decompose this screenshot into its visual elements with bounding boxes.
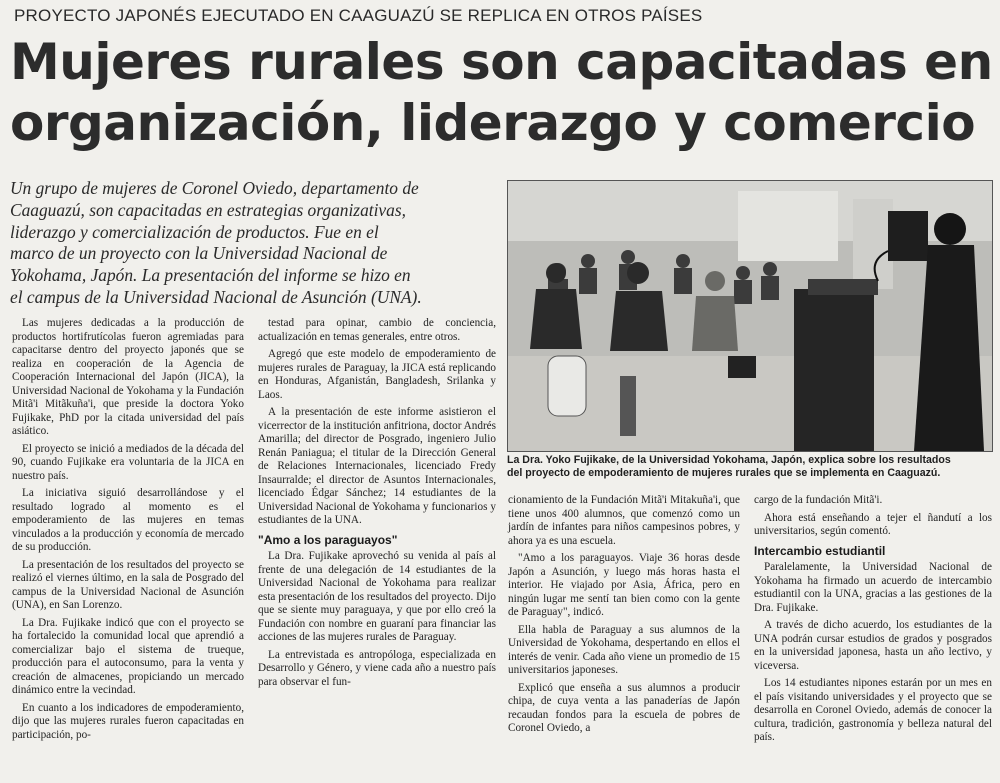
article-lede [10,178,500,309]
paragraph: El proyecto se inició a mediados de la década del 90, cuando Fujikake era voluntaria de la JICA en nuestro país. [12,442,244,482]
article-column-4 [754,494,992,749]
subheading-intercambio: Intercambio estudiantil [754,543,886,558]
paragraph: A la presentación de este informe asistieron el vicerrector de la institución anfitriona, doctor Andrés Amarilla; del director de Posgrado, ingeniero Julio Renán Paniagua; el titular de la Dirección General de Relaciones Internacionales, licenciado Fredy Insaurralde; el director de Asuntos Internacionales, licenciado Édgar Sánchez; 14 estudiantes de la Universidad Nacional de Yokohama y funcionarios y estudiantes de la UNA. [258,406,496,526]
paragraph: La Dra. Fujikake indicó que con el proyecto se ha fortalecido la comunidad local que aprendió a comercializar bajo el sistema de trueque, producción para el autoconsumo, para la venta y creación de almacenes, propiciando un mercado dinámico entre la vecindad. [12,616,244,696]
paragraph: La iniciativa siguió desarrollándose y el resultado logrado al momento es el empoderamiento de las mujeres en temas vinculados a la producción y economía de mercado de su producción. [12,487,244,553]
paragraph: testad para opinar, cambio de conciencia, actualización en temas generales, entre otros. [258,317,496,343]
article-column-3 [508,494,740,740]
headline-line-1: Mujeres rurales son capacitadas en [10,33,993,91]
paragraph: Explicó que enseña a sus alumnos a producir chipa, de cuya venta a las panaderías de Japón recaudan fondos para la escuela de pobres de Coronel Oviedo, a [508,681,740,734]
lede-line: marco de un proyecto con la Universidad Nacional de [10,243,388,264]
caption-line: La Dra. Yoko Fujikake, de la Universidad Yokohama, Japón, explica sobre los resultados [507,454,951,466]
paragraph: cargo de la fundación Mitã'i. [754,494,883,506]
lede-line: el campus de la Universidad Nacional de Asunción (UNA). [10,286,422,307]
photo-caption [507,454,991,480]
caption-line: del proyecto de empoderamiento de mujeres rurales que se implementa en Caaguazú. [507,467,941,479]
paragraph: A través de dicho acuerdo, los estudiantes de la UNA podrán cursar estudios de grados y posgrados en la universidad japonesa, hasta un año lectivo, y viceversa. [754,619,992,672]
lede-line: Caaguazú, son capacitadas en estrategias organizativas, [10,199,406,220]
paragraph: Ella habla de Paraguay a sus alumnos de la Universidad de Yokohama, despertando en ellos el interés de venir. Cada año viene un promedio de 15 universitarios japoneses. [508,623,740,676]
headline-line-2: organización, liderazgo y comercio [10,94,976,152]
paragraph: Agregó que este modelo de empoderamiento de mujeres rurales de Paraguay, la JICA está replicando en Honduras, Afganistán, Bangladesh, Srilanka y Laos. [258,348,496,401]
lede-line: liderazgo y comercialización de productos. Fue en el [10,221,379,242]
paragraph: Ahora está enseñando a tejer el ñandutí a los universitarios, según comentó. [754,511,992,537]
article-column-2 [258,317,496,693]
paragraph: "Amo a los paraguayos. Viaje 36 horas desde Japón a Asunción, y luego más horas hasta el interior. He viajado por Asia, África, pero en ningún lugar me sentí tan bien como con la gente de Paraguay", indicó. [508,552,740,618]
paragraph: La presentación de los resultados del proyecto se realizó el viernes último, en la sala de Posgrado del campus de la Universidad Nacional de Asunción (UNA), en San Lorenzo. [12,558,244,611]
paragraph: Las mujeres dedicadas a la producción de productos hortifrutícolas fueron agremiadas para capacitarse dentro del proyecto japonés que se realiza en cooperación de la Agencia de Cooperación Internacional del Japón (JICA), la Universidad Nacional de Yokohama y la Fundación Mitã'i Mitãkuña'i, que preside la doctora Yoko Fujikake, PhD por la citada universidad del país asiático. [12,317,244,437]
paragraph: cionamiento de la Fundación Mitã'i Mitakuña'i, que tiene unos 400 alumnos, que comenzó como un jardín de infantes para niños campesinos pobres, y ahora ya es una escuela. [508,494,740,547]
lede-line: Un grupo de mujeres de Coronel Oviedo, departamento de [10,178,419,198]
paragraph: Paralelamente, la Universidad Nacional de Yokohama ha firmado un acuerdo de intercambio estudiantil con la UNA, gracias a las gestiones de la Dra. Fujikake. [754,561,992,614]
article-kicker: PROYECTO JAPONÉS EJECUTADO EN CAAGUAZÚ SE REPLICA EN OTROS PAÍSES [14,6,703,25]
article-photo [507,180,993,452]
paragraph: Los 14 estudiantes nipones estarán por un mes en el país visitando universidades y el proyecto que se desarrolla en Coronel Oviedo, además de conocer la cultura, tradición, gastronomía y belleza natural del país. [754,677,992,743]
subheading-amo: "Amo a los paraguayos" [258,532,398,547]
paragraph: La entrevistada es antropóloga, especializada en Desarrollo y Género, y viene cada año a nuestro país para observar el fun- [258,648,496,688]
photo-icon [508,181,992,451]
article-column-1 [12,317,244,746]
paragraph: En cuanto a los indicadores de empoderamiento, dijo que las mujeres rurales fueron capacitadas en participación, po- [12,701,244,741]
article-headline [10,32,995,154]
paragraph: La Dra. Fujikake aprovechó su venida al país al frente de una delegación de 14 estudiantes de la Universidad Nacional de Yokohama para realizar esta presentación de los resultados del proyecto. Dijo que se siente muy paraguaya, y que por ello creó la Fundación con nombre en guaraní para financiar las acciones de las mujeres rurales de Paraguay. [258,550,496,643]
lede-line: Yokohama, Japón. La presentación del informe se hizo en [10,265,411,286]
